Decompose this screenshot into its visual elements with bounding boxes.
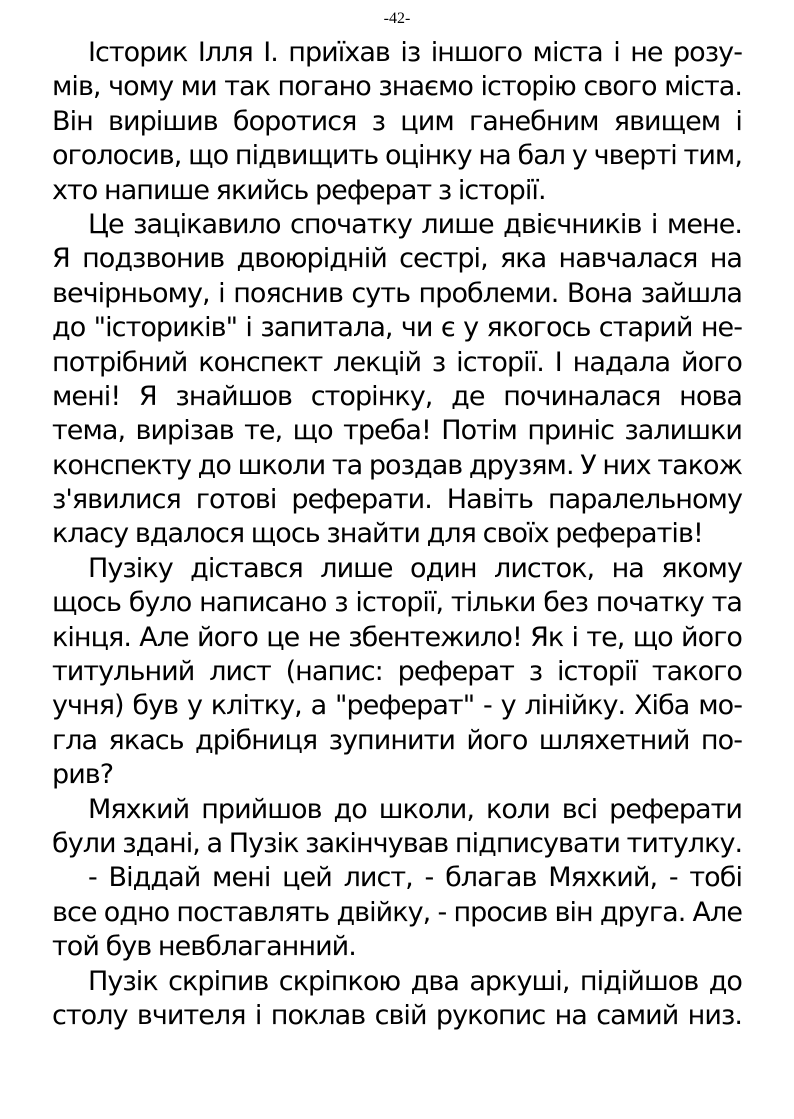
text-line: все одно поставлять двійку, - просив він друга. Але bbox=[52, 896, 742, 928]
text-line: Це зацікавило спочатку лише двієчників і мене. bbox=[88, 208, 742, 240]
text-line: щось було написано з історії, тільки без початку та bbox=[52, 587, 742, 619]
text-line: Пузік скріпив скріпкою два аркуші, підійшов до bbox=[88, 965, 742, 997]
text-line: конспекту до школи та роздав друзям. У них також bbox=[52, 449, 742, 481]
text-line: титульний лист (напис: реферат з історії такого bbox=[52, 656, 742, 688]
text-line: вечірньому, і пояснив суть проблеми. Вона зайшла bbox=[52, 277, 742, 309]
text-line: були здані, а Пузік закінчував підписувати титулку. bbox=[52, 827, 743, 859]
text-line: той був невблаганний. bbox=[52, 931, 356, 963]
text-line: гла якась дрібниця зупинити його шляхетний по- bbox=[52, 724, 742, 756]
text-line: з'явилися готові реферати. Навіть паралельному bbox=[52, 484, 742, 516]
text-line: учня) був у клітку, а "реферат" - у лінійку. Хіба мо- bbox=[52, 690, 742, 722]
text-line: класу вдалося щось знайти для своїх рефератів! bbox=[52, 518, 703, 550]
text-line: оголосив, що підвищить оцінку на бал у чверті тим, bbox=[52, 140, 742, 172]
text-line: потрібний конспект лекцій з історії. І надала його bbox=[52, 346, 742, 378]
text-line: тема, вирізав те, що треба! Потім приніс залишки bbox=[52, 415, 742, 447]
text-line: Пузіку дістався лише один листок, на якому bbox=[88, 552, 742, 584]
text-line: до "істориків" і запитала, чи є у якогось старий не- bbox=[52, 312, 742, 344]
text-line: рив? bbox=[52, 759, 114, 791]
text-line: Історик Ілля І. приїхав із іншого міста і не розу- bbox=[88, 37, 742, 68]
body-text bbox=[52, 36, 742, 1033]
text-line: Я подзвонив двоюрідній сестрі, яка навчалася на bbox=[52, 243, 742, 275]
text-line: хто напише якийсь реферат з історії. bbox=[52, 174, 546, 206]
text-line: мів, чому ми так погано знаємо історію свого міста. bbox=[52, 71, 742, 103]
text-line: - Віддай мені цей лист, - благав Мяхкий, - тобі bbox=[88, 862, 742, 894]
text-line: Мяхкий прийшов до школи, коли всі реферати bbox=[88, 793, 742, 825]
text-line: столу вчителя і поклав свій рукопис на самий низ. bbox=[52, 999, 742, 1031]
page-number: -42- bbox=[383, 10, 411, 27]
text-line: мені! Я знайшов сторінку, де починалася нова bbox=[52, 380, 742, 412]
text-line: Він вирішив боротися з цим ганебним явищем і bbox=[52, 105, 742, 137]
text-line: кінця. Але його це не збентежило! Як і те, що його bbox=[52, 621, 742, 653]
